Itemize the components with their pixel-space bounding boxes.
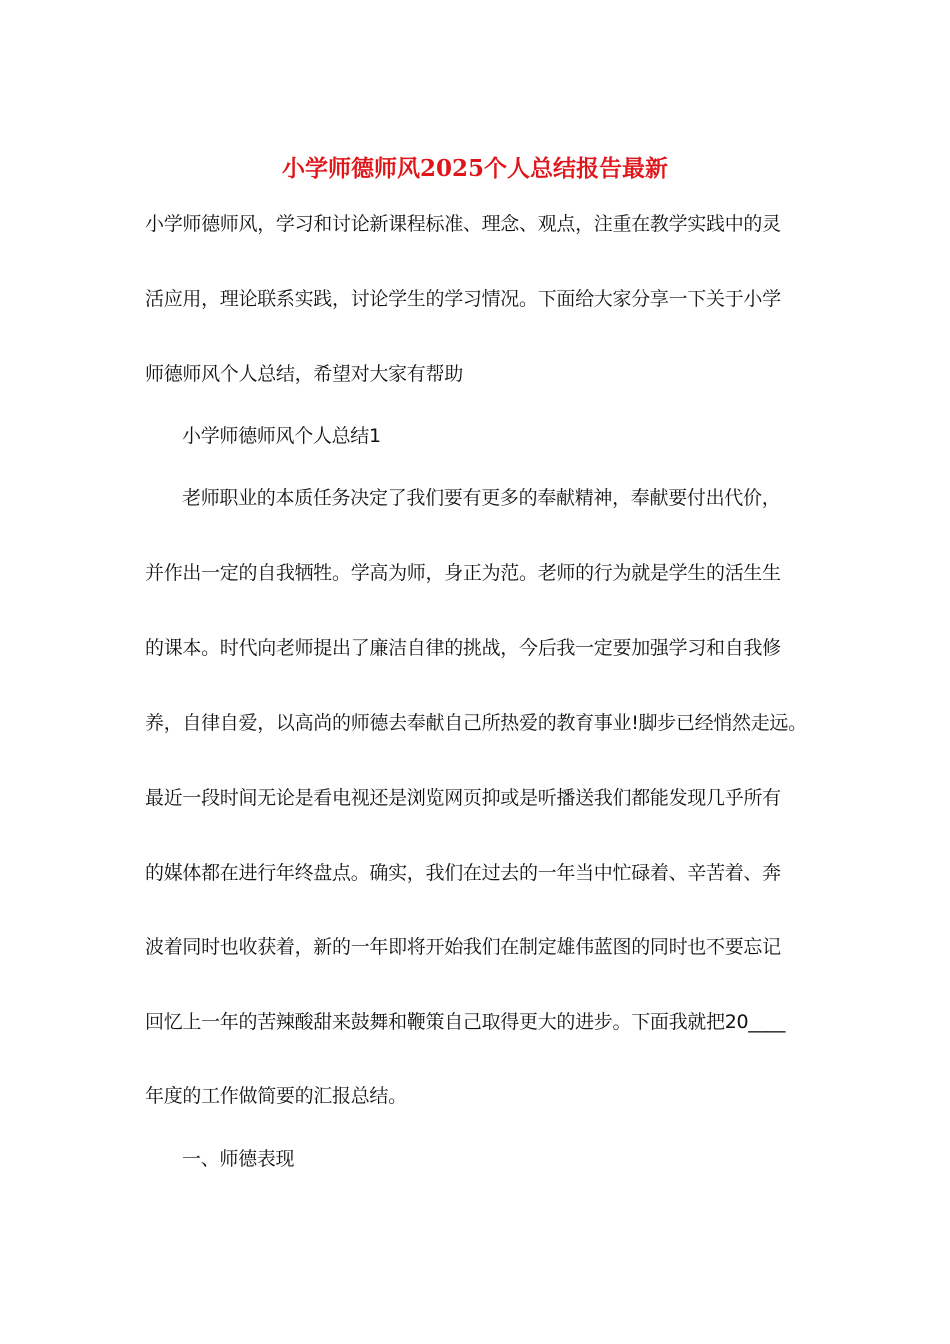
body-line-2: 并作出一定的自我牺牲。学高为师，身正为范。老师的行为就是学生的活生生	[145, 562, 781, 584]
body-line-3: 的课本。时代向老师提出了廉洁自律的挑战，今后我一定要加强学习和自我修	[145, 637, 781, 659]
subheading: 一、师德表现	[182, 1148, 295, 1170]
body-line-4: 养，自律自爱，以高尚的师德去奉献自己所热爱的教育事业!脚步已经悄然走远。	[145, 712, 807, 734]
body-line-7: 波着同时也收获着，新的一年即将开始我们在制定雄伟蓝图的同时也不要忘记	[145, 936, 781, 958]
body-line-9: 年度的工作做简要的汇报总结。	[145, 1085, 407, 1107]
body-line-1: 老师职业的本质任务决定了我们要有更多的奉献精神，奉献要付出代价，	[182, 487, 781, 509]
body-line-5: 最近一段时间无论是看电视还是浏览网页抑或是听播送我们都能发现几乎所有	[145, 787, 781, 809]
intro-line-2: 活应用，理论联系实践，讨论学生的学习情况。下面给大家分享一下关于小学	[145, 288, 781, 310]
body-line-6: 的媒体都在进行年终盘点。确实，我们在过去的一年当中忙碌着、辛苦着、奔	[145, 862, 781, 884]
document-title: 小学师德师风2025个人总结报告最新	[281, 155, 668, 182]
section-heading: 小学师德师风个人总结1	[182, 425, 381, 447]
intro-line-1: 小学师德师风，学习和讨论新课程标准、理念、观点，注重在教学实践中的灵	[145, 213, 781, 235]
body-line-8: 回忆上一年的苦辣酸甜来鼓舞和鞭策自己取得更大的进步。下面我就把20____	[145, 1011, 786, 1033]
intro-line-3: 师德师风个人总结，希望对大家有帮助	[145, 363, 463, 385]
